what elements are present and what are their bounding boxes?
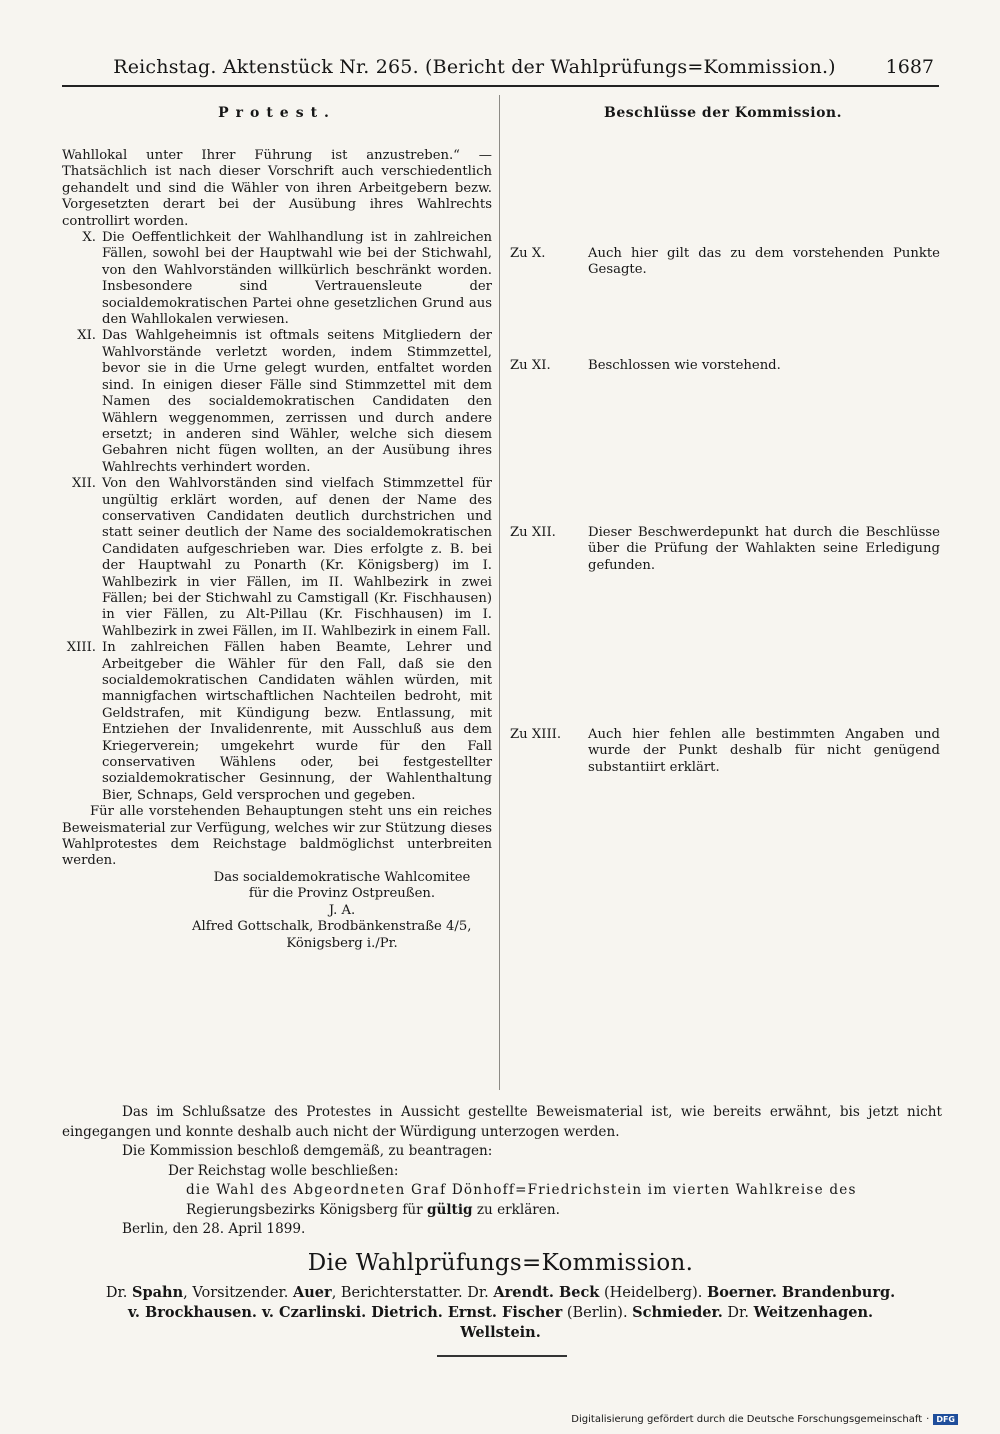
right-column-title: Beschlüsse der Kommission.: [604, 105, 842, 121]
footer-rule: [437, 1355, 567, 1357]
running-header: Reichstag. Aktenstück Nr. 265. (Bericht der Wahlprüfungs=Kommission.): [113, 56, 836, 78]
member-role: Dr.: [105, 1285, 133, 1301]
member-name: Schmieder.: [632, 1304, 723, 1321]
conclusion-motion: Der Reichstag wolle beschließen:: [168, 1162, 399, 1179]
member-name: Weitzenhagen.: [753, 1304, 874, 1321]
signature-line: J. A.: [328, 902, 356, 918]
member-role: (Berlin).: [562, 1305, 633, 1321]
header-rule: [62, 85, 939, 87]
signature-line: Das socialdemokratische Wahlcomitee: [213, 869, 471, 885]
signature-line: für die Provinz Ostpreußen.: [248, 886, 436, 902]
dfg-logo: DFG: [933, 1414, 958, 1425]
protest-closing: Für alle vorstehenden Behauptungen steht uns ein reiches Beweismaterial zur Verfügung, welches wir zur Stützung dieses Wahlprotestes dem Reichstage baldmöglichst unterbreiten werden.: [62, 804, 492, 869]
conclusion-paragraph: Das im Schlußsatze des Protestes in Aussicht gestellte Beweismaterial ist, wie bereits erwähnt, bis jetzt nicht eingegangen und konnte deshalb auch nicht der Würdigung unterzogen werden.: [62, 1104, 942, 1140]
item-number: XIII.: [66, 640, 96, 656]
verdict-valid: gültig: [426, 1201, 473, 1218]
member-role: , Berichterstatter. Dr.: [331, 1285, 494, 1301]
commission-members: [62, 1283, 939, 1343]
column-divider: [499, 95, 500, 1090]
conclusion-motion-intro: Die Kommission beschloß demgemäß, zu beantragen:: [122, 1143, 493, 1159]
item-text: Die Oeffentlichkeit der Wahlhandlung ist in zahlreichen Fällen, sowohl bei der Hauptwahl wie bei der Stichwahl, von den Wahlvorständen willkürlich beschränkt worden. Insbesondere sind Vertrauensleute der socialdemokratischen Partei ohne gesetzlichen Grund aus den Wahllokalen verwiesen.: [102, 230, 492, 328]
resolution-number: Zu XI.: [510, 358, 551, 373]
report-date: Berlin, den 28. April 1899.: [122, 1221, 306, 1237]
conclusion-resolution: die Wahl des Abgeordneten Graf Dönhoff=Friedrichstein im vierten Wahlkreise des: [186, 1182, 857, 1198]
resolution-xiii: [510, 727, 940, 776]
resolution-xii: [510, 525, 940, 574]
member-name: Boerner. Brandenburg.: [706, 1284, 896, 1301]
resolution-text: Auch hier fehlen alle bestimmten Angaben und wurde der Punkt deshalb für nicht genügend substantiirt erklärt.: [588, 727, 940, 775]
members-line: [62, 1323, 939, 1343]
report-conclusion: [62, 1103, 942, 1240]
signature-line: Königsberg i./Pr.: [286, 935, 398, 951]
item-number: X.: [82, 230, 96, 246]
resolution-xi: [510, 358, 940, 374]
page-number: 1687: [885, 56, 934, 78]
member-role: Dr.: [722, 1305, 754, 1321]
digitization-note: Digitalisierung gefördert durch die Deutsche Forschungsgemeinschaft · DFG: [571, 1414, 958, 1425]
item-text: Das Wahlgeheimnis ist oftmals seitens Mitgliedern der Wahlvorstände verletzt worden, indem Stimmzettel, bevor sie in die Urne gelegt wurden, entfaltet worden sind. In einigen dieser Fälle sind Stimmzettel mit dem Namen des socialdemokratischen Candidaten den Wählern weggenommen, zerrissen und durch andere ersetzt; in anderen sind Wähler, welche sich diesem Gebahren nicht fügen wollten, an der Ausübung ihres Wahlrechts verhindert worden.: [102, 328, 492, 475]
members-line: [62, 1303, 939, 1323]
item-number: XI.: [77, 328, 96, 344]
signature-line: Alfred Gottschalk, Brodbänkenstraße 4/5,: [192, 919, 472, 935]
member-role: , Vorsitzender.: [183, 1285, 294, 1301]
protest-column: [62, 148, 492, 952]
protest-item-x: [62, 230, 492, 328]
member-name: v. Brockhausen. v. Czarlinski. Dietrich. Ernst. Fischer: [127, 1304, 563, 1321]
protest-item-xi: [62, 328, 492, 476]
item-number: XII.: [72, 476, 96, 492]
resolution-text: Dieser Beschwerdepunkt hat durch die Beschlüsse über die Prüfung der Wahlakten seine Erledigung gefunden.: [588, 525, 940, 573]
item-text: In zahlreichen Fällen haben Beamte, Lehrer und Arbeitgeber die Wähler für den Fall, daß sie den socialdemokratischen Candidaten wählen würden, mit mannigfachen wirtschaftlichen Nachteilen bedroht, mit Geldstrafen, mit Kündigung bezw. Entlassung, mit Entziehen der Invalidenrente, mit Ausschluß aus dem Kriegerverein; umgekehrt wurde für den Fall conservativen Wählens oder, bei festgestellter sozialdemokratischer Gesinnung, der Wahlenthaltung Bier, Schnaps, Geld versprochen und gegeben.: [102, 640, 492, 803]
member-name: Spahn: [132, 1284, 184, 1301]
commission-title: Die Wahlprüfungs=Kommission.: [307, 1250, 694, 1276]
item-text: Von den Wahlvorständen sind vielfach Stimmzettel für ungültig erklärt worden, auf denen der Name des conservativen Candidaten deutlich durchstrichen und statt seiner deutlich der Name des socialdemokratischen Candidaten aufgeschrieben war. Dies erfolgte z. B. bei der Hauptwahl zu Ponarth (Kr. Königsberg) im I. Wahlbezirk in vier Fällen, im II. Wahlbezirk in zwei Fällen; bei der Stichwahl zu Camstigall (Kr. Fischhausen) in vier Fällen, zu Alt-Pillau (Kr. Fischhausen) im I. Wahlbezirk in zwei Fällen, im II. Wahlbezirk in einem Fall.: [102, 476, 492, 639]
member-name: Wellstein.: [460, 1324, 541, 1341]
members-line: [62, 1283, 939, 1303]
resolution-text: Beschlossen wie vorstehend.: [588, 358, 781, 373]
left-column-title: Protest.: [218, 105, 336, 121]
member-name: Auer: [293, 1284, 332, 1301]
member-role: (Heidelberg).: [599, 1285, 707, 1301]
resolution-x: [510, 246, 940, 279]
resolution-number: Zu XIII.: [510, 727, 562, 742]
conclusion-resolution-cont: Regierungsbezirks Königsberg für gültig zu erklären.: [186, 1201, 560, 1218]
protest-intro: Wahllokal unter Ihrer Führung ist anzustreben.“ — Thatsächlich ist nach dieser Vorschrift auch verschiedentlich gehandelt und sind die Wähler von ihren Arbeitgebern bezw. Vorgesetzten derart bei der Ausübung ihres Wahlrechts controllirt worden.: [62, 148, 492, 229]
digitization-note-text: Digitalisierung gefördert durch die Deutsche Forschungsgemeinschaft: [571, 1414, 923, 1425]
protest-item-xiii: [62, 640, 492, 804]
member-name: Arendt. Beck: [493, 1284, 600, 1301]
resolution-number: Zu X.: [510, 246, 546, 261]
resolution-text: Auch hier gilt das zu dem vorstehenden Punkte Gesagte.: [588, 246, 940, 278]
protest-item-xii: [62, 476, 492, 640]
resolution-number: Zu XII.: [510, 525, 556, 540]
